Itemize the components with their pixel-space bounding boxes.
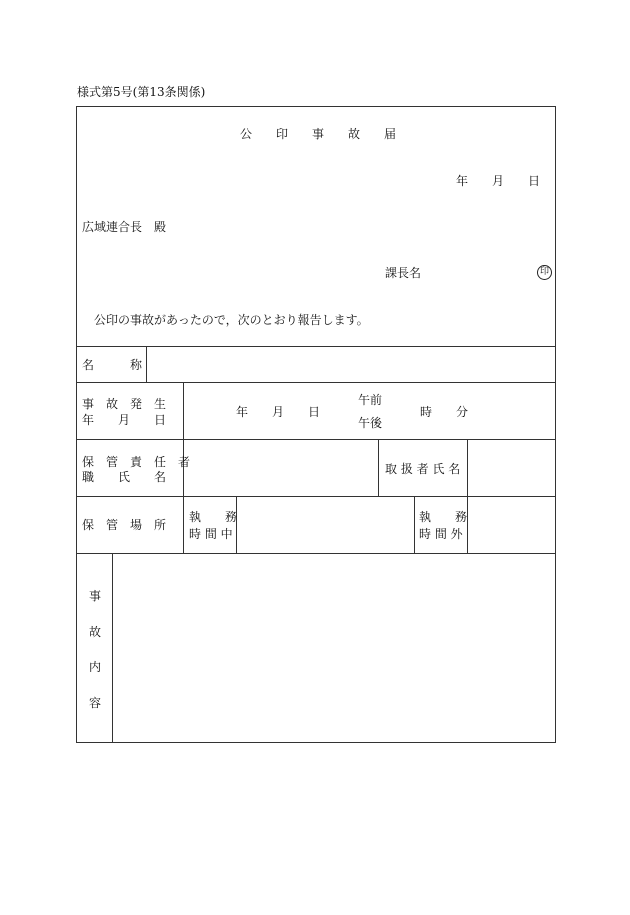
pm-label: 午後 (358, 416, 383, 430)
incident-details-field[interactable] (113, 554, 555, 742)
addressee: 広域連合長 殿 (82, 220, 167, 234)
incident-char-3: 内 (89, 660, 102, 674)
off-duty-left (414, 496, 415, 553)
on-duty-line1: 執 務 (189, 510, 238, 524)
on-duty-line2: 時 間 中 (189, 527, 233, 541)
incident-char-1: 事 (89, 589, 102, 603)
occurrence-label-line1: 事 故 発 生 (82, 397, 167, 411)
hour-minute: 時 分 (420, 405, 469, 419)
off-duty-location-field[interactable] (468, 497, 555, 553)
date-line: 年 月 日 (456, 174, 541, 188)
incident-char-2: 故 (89, 625, 102, 639)
handler-label-left (378, 439, 379, 496)
divider-name (76, 382, 556, 383)
name-label: 名 称 (82, 358, 143, 372)
frame-left (76, 106, 77, 742)
seal-stamp-icon: 印 (537, 265, 552, 280)
incident-char-4: 容 (89, 696, 102, 710)
statement: 公印の事故があったので，次のとおり報告します。 (94, 313, 369, 327)
handler-field[interactable] (468, 440, 555, 496)
reporter-label: 課長名 (385, 266, 422, 280)
name-field[interactable] (147, 347, 555, 382)
occurrence-date: 年 月 日 (236, 405, 321, 419)
am-label: 午前 (358, 393, 383, 407)
off-duty-line2: 時 間 外 (419, 527, 463, 541)
form-number: 様式第5号(第13条関係) (77, 85, 206, 99)
frame-bottom (76, 742, 556, 743)
form-title: 公 印 事 故 届 (240, 127, 397, 141)
off-duty-line1: 執 務 (419, 510, 468, 524)
custodian-label-line1: 保 管 責 任 者 (82, 455, 191, 469)
frame-top (76, 106, 556, 107)
custodian-field[interactable] (184, 440, 378, 496)
handler-label: 取 扱 者 氏 名 (385, 462, 461, 476)
on-duty-location-field[interactable] (237, 497, 414, 553)
custodian-label-line2: 職 氏 名 (82, 470, 167, 484)
frame-right (555, 106, 556, 742)
storage-label: 保 管 場 所 (82, 518, 167, 532)
occurrence-label-line2: 年 月 日 (82, 413, 167, 427)
